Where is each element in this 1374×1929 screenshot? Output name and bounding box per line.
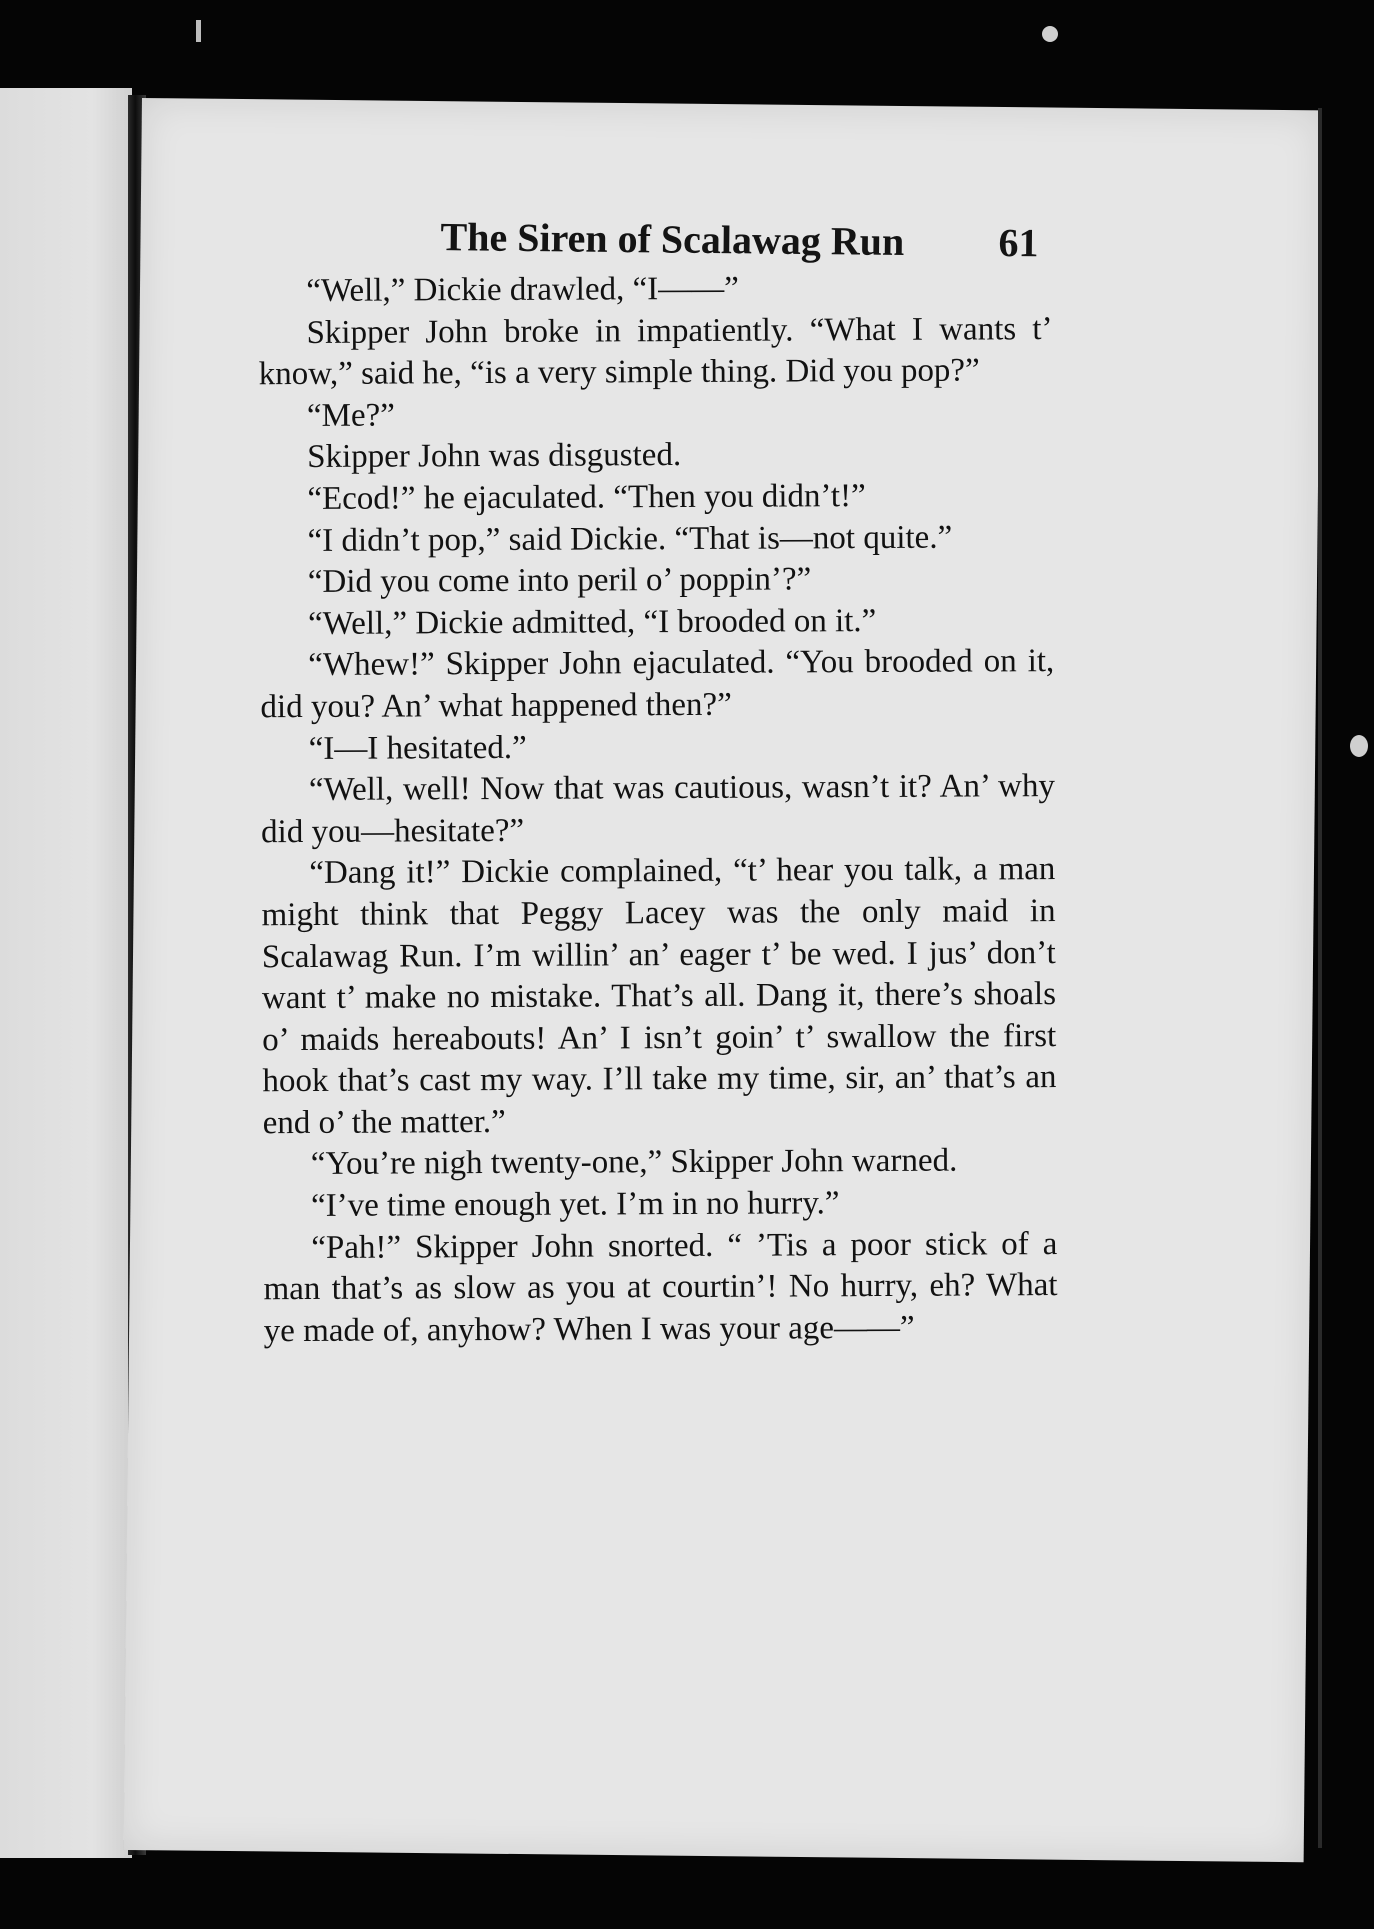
- scan-tick-mark: [196, 20, 201, 42]
- paragraph: “I’ve time enough yet. I’m in no hurry.”: [310, 1185, 840, 1225]
- page-number: 61: [998, 219, 1039, 266]
- paragraph: Skipper John was disgusted.: [307, 437, 682, 476]
- paragraph: “I—I hesitated.”: [308, 729, 527, 767]
- paragraph: “Well,” Dickie admitted, “I brooded on it.”: [307, 602, 877, 642]
- paragraph: “I didn’t pop,” said Dickie. “That is—not quite.”: [307, 519, 953, 559]
- paragraph: “Well, well! Now that was cautious, wasn’t it? An’ why did you—hesitate?”: [261, 768, 1055, 850]
- paragraph: “Well,” Dickie drawled, “I——”: [306, 270, 739, 309]
- paragraph: “Whew!” Skipper John ejaculated. “You brooded on it, did you? An’ what happened then?”: [260, 643, 1055, 726]
- body-text: [258, 267, 1058, 1353]
- page-right-edge: [1318, 108, 1322, 1848]
- paragraph: “Ecod!” he ejaculated. “Then you didn’t!”: [307, 478, 866, 517]
- scan-dust-speck: [1350, 735, 1368, 757]
- paragraph: “Me?”: [306, 397, 395, 434]
- paragraph: Skipper John broke in impatiently. “What I wants t’ know,” said he, “is a very simple thing. Did you pop?”: [258, 310, 1053, 393]
- paragraph: “Pah!” Skipper John snorted. “ ’Tis a poor stick of a man that’s as slow as you at courtin’! No hurry, eh? What ye made of, anyhow? When I was your age——”: [263, 1225, 1058, 1350]
- scan-dust-speck: [1042, 26, 1058, 42]
- paragraph: “Dang it!” Dickie complained, “t’ hear you talk, a man might think that Peggy Lacey was the only maid in Scalawag Run. I’m willin’ an’ eager t’ be wed. I jus’ don’t want t’ make no mistake. That’s all. Dang it, there’s shoals o’ maids hereabouts! An’ I isn’t goin’ t’ swallow the first hook that’s cast my way. I’ll take my time, sir, an’ that’s an end o’ the matter.”: [261, 851, 1057, 1142]
- running-title: The Siren of Scalawag Run: [440, 214, 905, 264]
- book-page: [124, 98, 1322, 1862]
- paragraph: “You’re nigh twenty-one,” Skipper John warned.: [310, 1143, 958, 1183]
- left-page-edge: [0, 88, 132, 1858]
- paragraph: “Did you come into peril o’ poppin’?”: [307, 561, 812, 601]
